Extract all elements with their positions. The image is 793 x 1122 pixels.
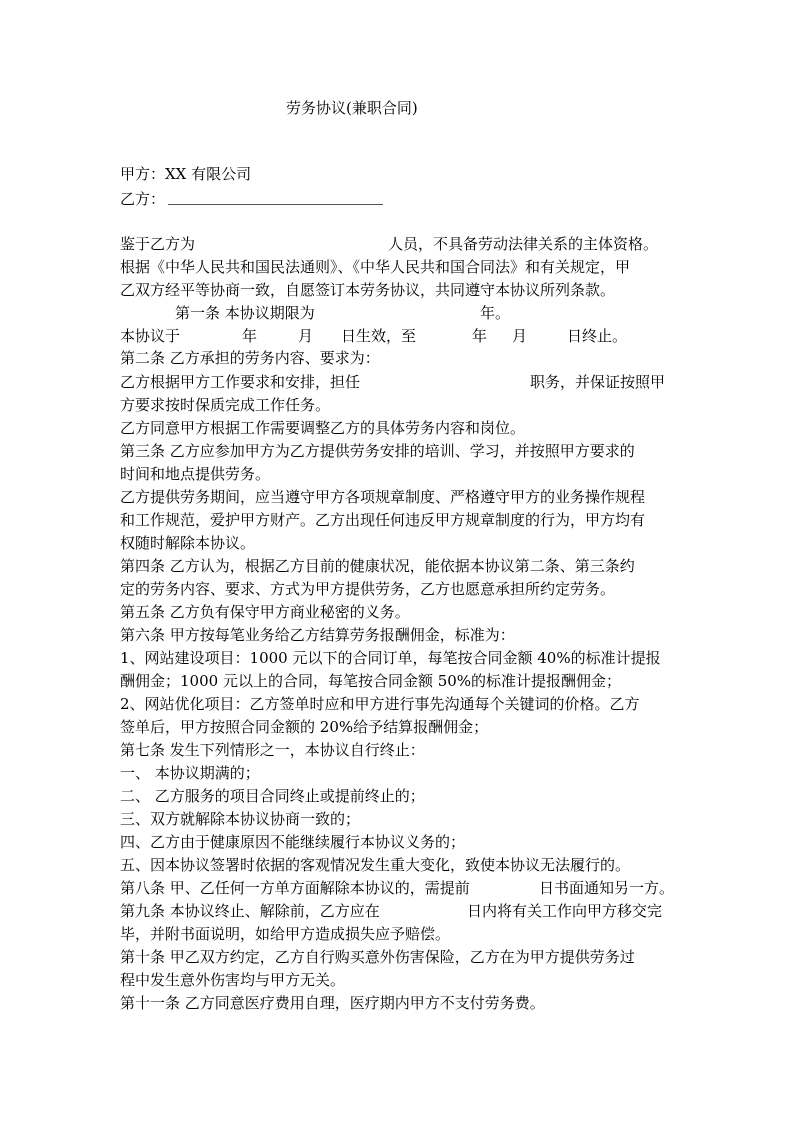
term-line [120, 325, 680, 347]
article-7-item-1: 一、 本协议期满的； [120, 764, 260, 782]
article-9-start: 第九条 本协议终止、解除前，乙方应在 [120, 902, 380, 920]
term-seg-2: 年 [242, 327, 258, 345]
article-1-end: 年。 [480, 304, 511, 322]
article-7-item-5: 五、因本协议签署时依据的客观情况发生重大变化，致使本协议无法履行的。 [120, 856, 631, 874]
article-7-item-4: 四、乙方由于健康原因不能继续履行本协议义务的； [120, 833, 466, 851]
term-seg-7: 日终止。 [567, 327, 628, 345]
article-1-line [175, 302, 735, 324]
article-7-item-3: 三、双方就解除本协议协商一致的； [120, 810, 361, 828]
article-10-line-1: 第十条 甲乙双方约定，乙方自行购买意外伤害保险，乙方在为甲方提供劳务过 [120, 948, 635, 966]
article-1-start: 第一条 本协议期限为 [175, 304, 315, 322]
article-3-line-2: 时间和地点提供劳务。 [120, 465, 271, 483]
article-6-item-2-line-2: 签单后，甲方按照合同金额的 20%给予结算报酬佣金； [120, 718, 489, 736]
article-7-heading: 第七条 发生下列情形之一，本协议自行终止： [120, 741, 425, 759]
document-title: 劳务协议(兼职合同) [286, 99, 418, 117]
article-6-item-2-line-1: 2、网站优化项目：乙方签单时应和甲方进行事先沟通每个关键词的价格。乙方 [120, 695, 640, 713]
article-2-line-3: 乙方同意甲方根据工作需要调整乙方的具体劳务内容和岗位。 [120, 419, 526, 437]
article-3-line-5: 权随时解除本协议。 [120, 534, 256, 552]
article-6-item-1-line-2: 酬佣金；1000 元以上的合同，每笔按合同金额 50%的标准计提报酬佣金； [120, 672, 622, 690]
article-4-line-2: 定的劳务内容、要求、方式为甲方提供劳务，乙方也愿意承担所约定劳务。 [120, 580, 616, 598]
intro-line-2: 根据《中华人民共和国民法通则》、《中华人民共和国合同法》和有关规定，甲 [120, 258, 631, 276]
article-8-line [120, 877, 680, 899]
party-a-line: 甲方：XX 有限公司 [120, 165, 252, 183]
article-11-line: 第十一条 乙方同意医疗费用自理，医疗期内甲方不支付劳务费。 [120, 994, 545, 1012]
article-2-heading: 第二条 乙方承担的劳务内容、要求为： [120, 349, 380, 367]
article-3-line-1: 第三条 乙方应参加甲方为乙方提供劳务安排的培训、学习，并按照甲方要求的 [120, 442, 635, 460]
article-2-line-1-end: 职务，并保证按照甲 [530, 373, 666, 391]
article-3-line-4: 和工作规范，爱护甲方财产。乙方出现任何违反甲方规章制度的行为，甲方均有 [120, 511, 646, 529]
article-9-line-2: 毕，并附书面说明，如给甲方造成损失应予赔偿。 [120, 925, 451, 943]
article-9-end: 日内将有关工作向甲方移交完 [467, 902, 663, 920]
article-7-item-2: 二、 乙方服务的项目合同终止或提前终止的； [120, 787, 425, 805]
term-seg-3: 月 [298, 327, 314, 345]
article-8-start: 第八条 甲、乙任何一方单方面解除本协议的，需提前 [120, 879, 470, 897]
article-5-line: 第五条 乙方负有保守甲方商业秘密的义务。 [120, 603, 410, 621]
article-10-line-2: 程中发生意外伤害均与甲方无关。 [120, 971, 346, 989]
intro-line-1-end: 人员，不具备劳动法律关系的主体资格。 [388, 235, 659, 253]
intro-line-1-start: 鉴于乙方为 [120, 235, 196, 253]
term-seg-1: 本协议于 [120, 327, 181, 345]
article-2-line-1 [120, 371, 680, 393]
article-8-end: 日书面通知另一方。 [539, 879, 675, 897]
article-9-line-1 [120, 900, 680, 922]
intro-line-3: 乙双方经平等协商一致，自愿签订本劳务协议，共同遵守本协议所列条款。 [120, 281, 616, 299]
party-b-label: 乙方： [120, 190, 166, 208]
article-4-line-1: 第四条 乙方认为，根据乙方目前的健康状况，能依据本协议第二条、第三条约 [120, 557, 635, 575]
term-seg-4: 日生效，至 [341, 327, 417, 345]
article-2-line-1-start: 乙方根据甲方工作要求和安排，担任 [120, 373, 361, 391]
intro-line-1 [120, 233, 680, 255]
article-6-heading: 第六条 甲方按每笔业务给乙方结算劳务报酬佣金，标准为： [120, 626, 515, 644]
term-seg-6: 月 [512, 327, 528, 345]
article-6-item-1-line-1: 1、网站建设项目：1000 元以下的合同订单，每笔按合同金额 40%的标准计提报 [120, 649, 661, 667]
party-b-blank-underline [168, 204, 383, 205]
article-2-line-2: 方要求按时保质完成工作任务。 [120, 396, 331, 414]
article-3-line-3: 乙方提供劳务期间，应当遵守甲方各项规章制度、严格遵守甲方的业务操作规程 [120, 488, 646, 506]
term-seg-5: 年 [472, 327, 488, 345]
